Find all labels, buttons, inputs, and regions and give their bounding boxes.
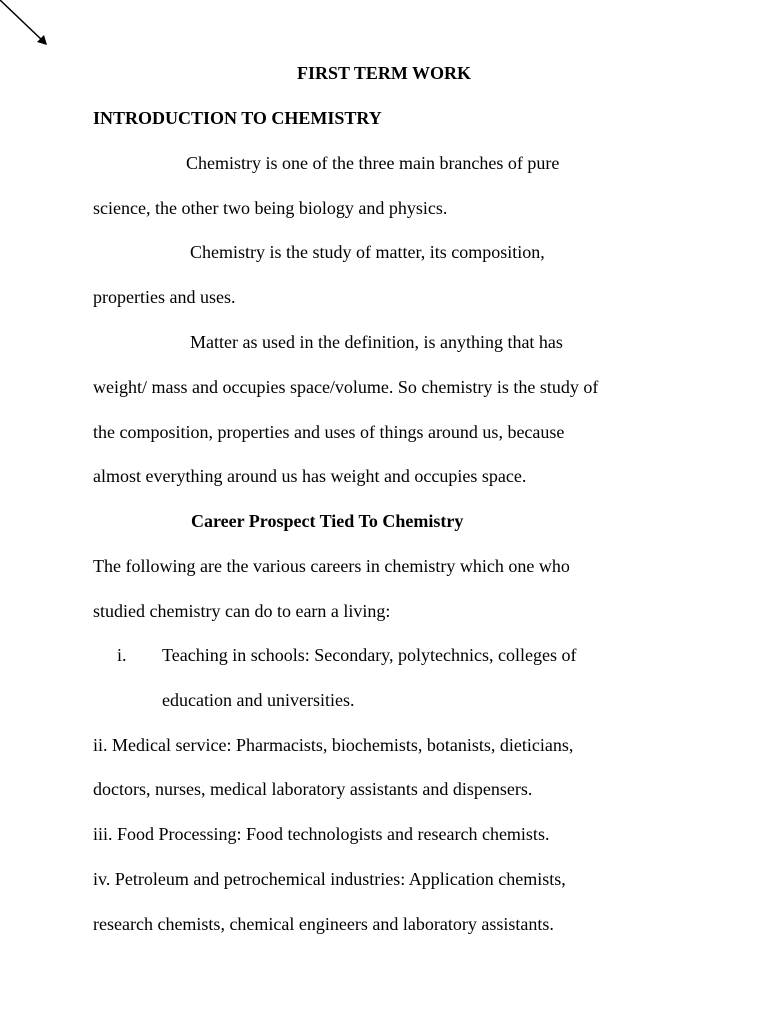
list-marker: i. (117, 645, 127, 665)
paragraph-line: properties and uses. (93, 287, 236, 307)
paragraph-line: Chemistry is the study of matter, its composition, (190, 242, 545, 262)
list-item: iii. Food Processing: Food technologists and research chemists. (93, 824, 550, 844)
list-item: doctors, nurses, medical laboratory assistants and dispensers. (93, 779, 533, 799)
paragraph-line: Chemistry is one of the three main branches of pure (186, 153, 560, 173)
list-item: Teaching in schools: Secondary, polytechnics, colleges of (162, 645, 577, 665)
paragraph-line: weight/ mass and occupies space/volume. So chemistry is the study of (93, 377, 599, 397)
list-item: ii. Medical service: Pharmacists, biochemists, botanists, dieticians, (93, 735, 574, 755)
paragraph-line: studied chemistry can do to earn a living: (93, 601, 391, 621)
paragraph-line: almost everything around us has weight and occupies space. (93, 466, 527, 486)
paragraph-line: The following are the various careers in chemistry which one who (93, 556, 570, 576)
arrow-icon (0, 0, 50, 50)
list-item: education and universities. (162, 690, 355, 710)
list-item: iv. Petroleum and petrochemical industries: Application chemists, (93, 869, 566, 889)
section-heading: INTRODUCTION TO CHEMISTRY (93, 108, 382, 128)
list-item: research chemists, chemical engineers and laboratory assistants. (93, 914, 554, 934)
document-title: FIRST TERM WORK (296, 63, 472, 83)
paragraph-line: the composition, properties and uses of things around us, because (93, 422, 565, 442)
paragraph-line: Matter as used in the definition, is anything that has (190, 332, 563, 352)
paragraph-line: science, the other two being biology and physics. (93, 198, 448, 218)
subheading: Career Prospect Tied To Chemistry (191, 511, 464, 531)
